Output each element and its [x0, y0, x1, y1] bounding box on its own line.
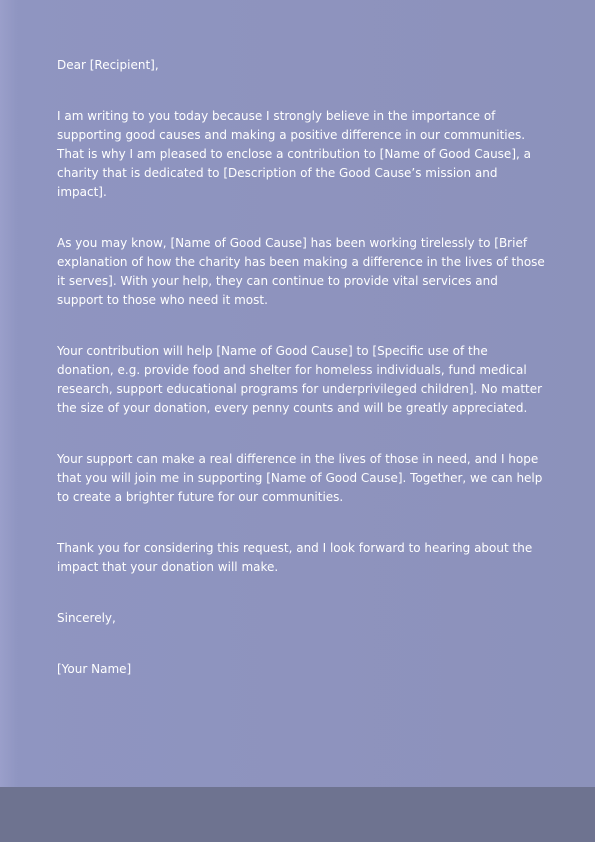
- letter-closing: Sincerely,: [57, 611, 116, 625]
- letter-paragraph-1: I am writing to you today because I strongly believe in the importance of supporting good causes and making a positive difference in our communities. That is why I am pleased to enclose a contribution to [Name of Good Cause], a charity that is dedicated to [Description of the Good Cause’s mission and impact].: [57, 109, 531, 199]
- letter-body: [57, 56, 547, 711]
- letter-paragraph-5: Thank you for considering this request, and I look forward to hearing about the impact that your donation will make.: [57, 541, 533, 574]
- letter-greeting: Dear [Recipient],: [57, 58, 159, 72]
- letter-paragraph-2: As you may know, [Name of Good Cause] has been working tirelessly to [Brief explanation of how the charity has been making a difference in the lives of those it serves]. With your help, they can continue to provide vital services and support to those who need it most.: [57, 236, 545, 307]
- footer-band: [0, 787, 595, 842]
- letter-paragraph-3: Your contribution will help [Name of Good Cause] to [Specific use of the donation, e.g. provide food and shelter for homeless individuals, fund medical research, support educational programs for underprivileged children]. No matter the size of your donation, every penny counts and will be greatly appreciated.: [57, 344, 543, 415]
- letter-paragraph-4: Your support can make a real difference in the lives of those in need, and I hope that you will join me in supporting [Name of Good Cause]. Together, we can help to create a brighter future for our communities.: [57, 452, 543, 504]
- letter-signature: [Your Name]: [57, 662, 132, 676]
